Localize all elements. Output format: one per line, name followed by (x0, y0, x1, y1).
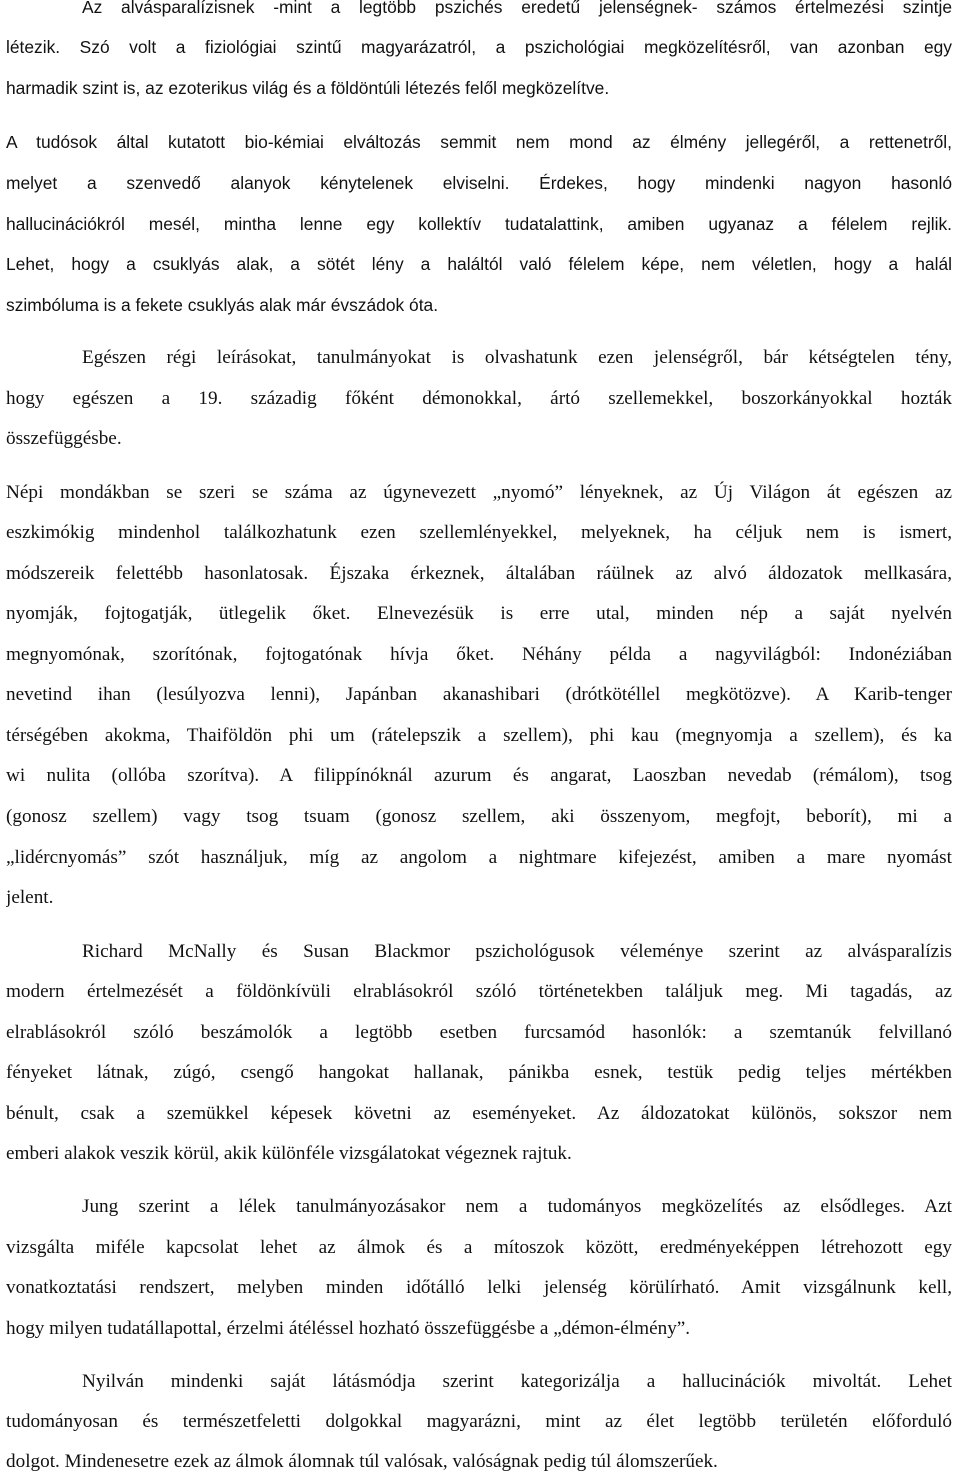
paragraph-line: összefüggésbe. (6, 428, 122, 449)
paragraph-line: wi nulita (ollóba szorítva). A filippínóknál azurum és angarat, Laoszban nevedab (rémálom), tsog (6, 765, 952, 786)
paragraph-line: „lidércnyomás” szót használjuk, míg az angolom a nightmare kifejezést, amiben a mare nyomást (6, 847, 952, 868)
paragraph-line: Nyilván mindenki saját látásmódja szerint kategorizálja a hallucinációk mivoltát. Lehet (82, 1371, 952, 1392)
paragraph-line: Népi mondákban se szeri se száma az úgynevezett „nyomó” lényeknek, az Új Világon át egészen az (6, 482, 952, 503)
paragraph-line: jelent. (6, 887, 54, 908)
paragraph-line: tudományosan és természetfeletti dolgokkal magyarázni, mint az élet legtöbb területén előforduló (6, 1411, 952, 1432)
paragraph-line: fényeket látnak, zúgó, csengő hangokat hallanak, pánikba esnek, testük pedig teljes mértékben (6, 1062, 952, 1083)
paragraph-line: nevetind ihan (lesúlyozva lenni), Japánban akanashibari (drótkötéllel megkötözve). A Karib-tenger (6, 684, 952, 705)
paragraph-line: harmadik szint is, az ezoterikus világ és a földöntúli létezés felől megközelítve. (6, 78, 610, 98)
paragraph-line: melyet a szenvedő alanyok kénytelenek elviselni. Érdekes, hogy mindenki nagyon hasonló (6, 173, 952, 193)
paragraph-line: hallucinációkról mesél, mintha lenne egy kollektív tudatalattink, amiben ugyanaz a félelem rejlik. (6, 214, 952, 234)
paragraph-line: emberi alakok veszik körül, akik különféle vizsgálatokat végeznek rajtuk. (6, 1143, 572, 1164)
paragraph-line: térségében akokma, Thaiföldön phi um (rátelepszik a szellem), phi kau (megnyomja a szellem), és ka (6, 725, 952, 746)
paragraph-line: modern értelmezését a földönkívüli elrablásokról szóló történetekben találjuk meg. Mi tagadás, az (6, 981, 952, 1002)
paragraph-line: vonatkoztatási rendszert, melyben minden időtálló lelki jelenség körülírható. Amit vizsgálnunk kell, (6, 1277, 952, 1298)
paragraph-line: eszkimókig mindenhol találkozhatunk ezen szellemlényekkel, melyeknek, ha céljuk nem is ismert, (6, 522, 952, 543)
paragraph-line: nyomják, fojtogatják, ütlegelik őket. Elnevezésük is erre utal, minden nép a saját nyelvén (6, 603, 952, 624)
paragraph-line: Egészen régi leírásokat, tanulmányokat is olvashatunk ezen jelenségről, bár kétségtelen tény, (82, 347, 952, 368)
paragraph-line: Richard McNally és Susan Blackmor pszichológusok véleménye szerint az alvásparalízis (82, 941, 952, 962)
paragraph-line: megnyomónak, szorítónak, fojtogatónak hívja őket. Néhány példa a nagyvilágból: Indonéziában (6, 644, 952, 665)
paragraph-line: Jung szerint a lélek tanulmányozásakor nem a tudományos megközelítés az elsődleges. Azt (82, 1196, 952, 1217)
paragraph-line: (gonosz szellem) vagy tsog tsuam (gonosz szellem, aki összenyom, megfojt, beborít), mi a (6, 806, 952, 827)
paragraph-line: Az alvásparalízisnek -mint a legtöbb pszichés eredetű jelenségnek- számos értelmezési szintje (82, 0, 952, 17)
paragraph-line: Lehet, hogy a csuklyás alak, a sötét lény a haláltól való félelem képe, nem véletlen, hogy a halál (6, 254, 952, 274)
paragraph-line: vizsgálta miféle kapcsolat lehet az álmok és a mítoszok között, eredményeképpen létrehozott egy (6, 1237, 952, 1258)
paragraph-line: hogy milyen tudatállapottal, érzelmi átéléssel hozható összefüggésbe a „démon-élmény”. (6, 1318, 691, 1339)
paragraph-line: szimbóluma is a fekete csuklyás alak már évszádok óta. (6, 295, 439, 315)
paragraph-line: A tudósok által kutatott bio-kémiai elváltozás semmit nem mond az élmény jellegéről, a rettenetről, (6, 132, 952, 152)
paragraph-line: elrablásokról szóló beszámolók a legtöbb esetben furcsamód hasonlók: a szemtanúk felvillanó (6, 1022, 952, 1043)
paragraph-line: bénult, csak a szemükkel képesek követni az eseményeket. Az áldozatokat különös, sokszor nem (6, 1103, 952, 1124)
paragraph-line: módszereik felettébb hasonlatosak. Éjszaka érkeznek, általában ráülnek az alvó áldozatok mellkasára, (6, 563, 952, 584)
paragraph-line: dolgot. Mindenesetre ezek az álmok álomnak túl valósak, valóságnak pedig túl álomszerűek. (6, 1451, 718, 1472)
paragraph-line: hogy egészen a 19. századig főként démonokkal, ártó szellemekkel, boszorkányokkal hozták (6, 388, 952, 409)
paragraph-line: létezik. Szó volt a fiziológiai szintű magyarázatról, a pszichológiai megközelítésről, van azonban egy (6, 37, 952, 57)
